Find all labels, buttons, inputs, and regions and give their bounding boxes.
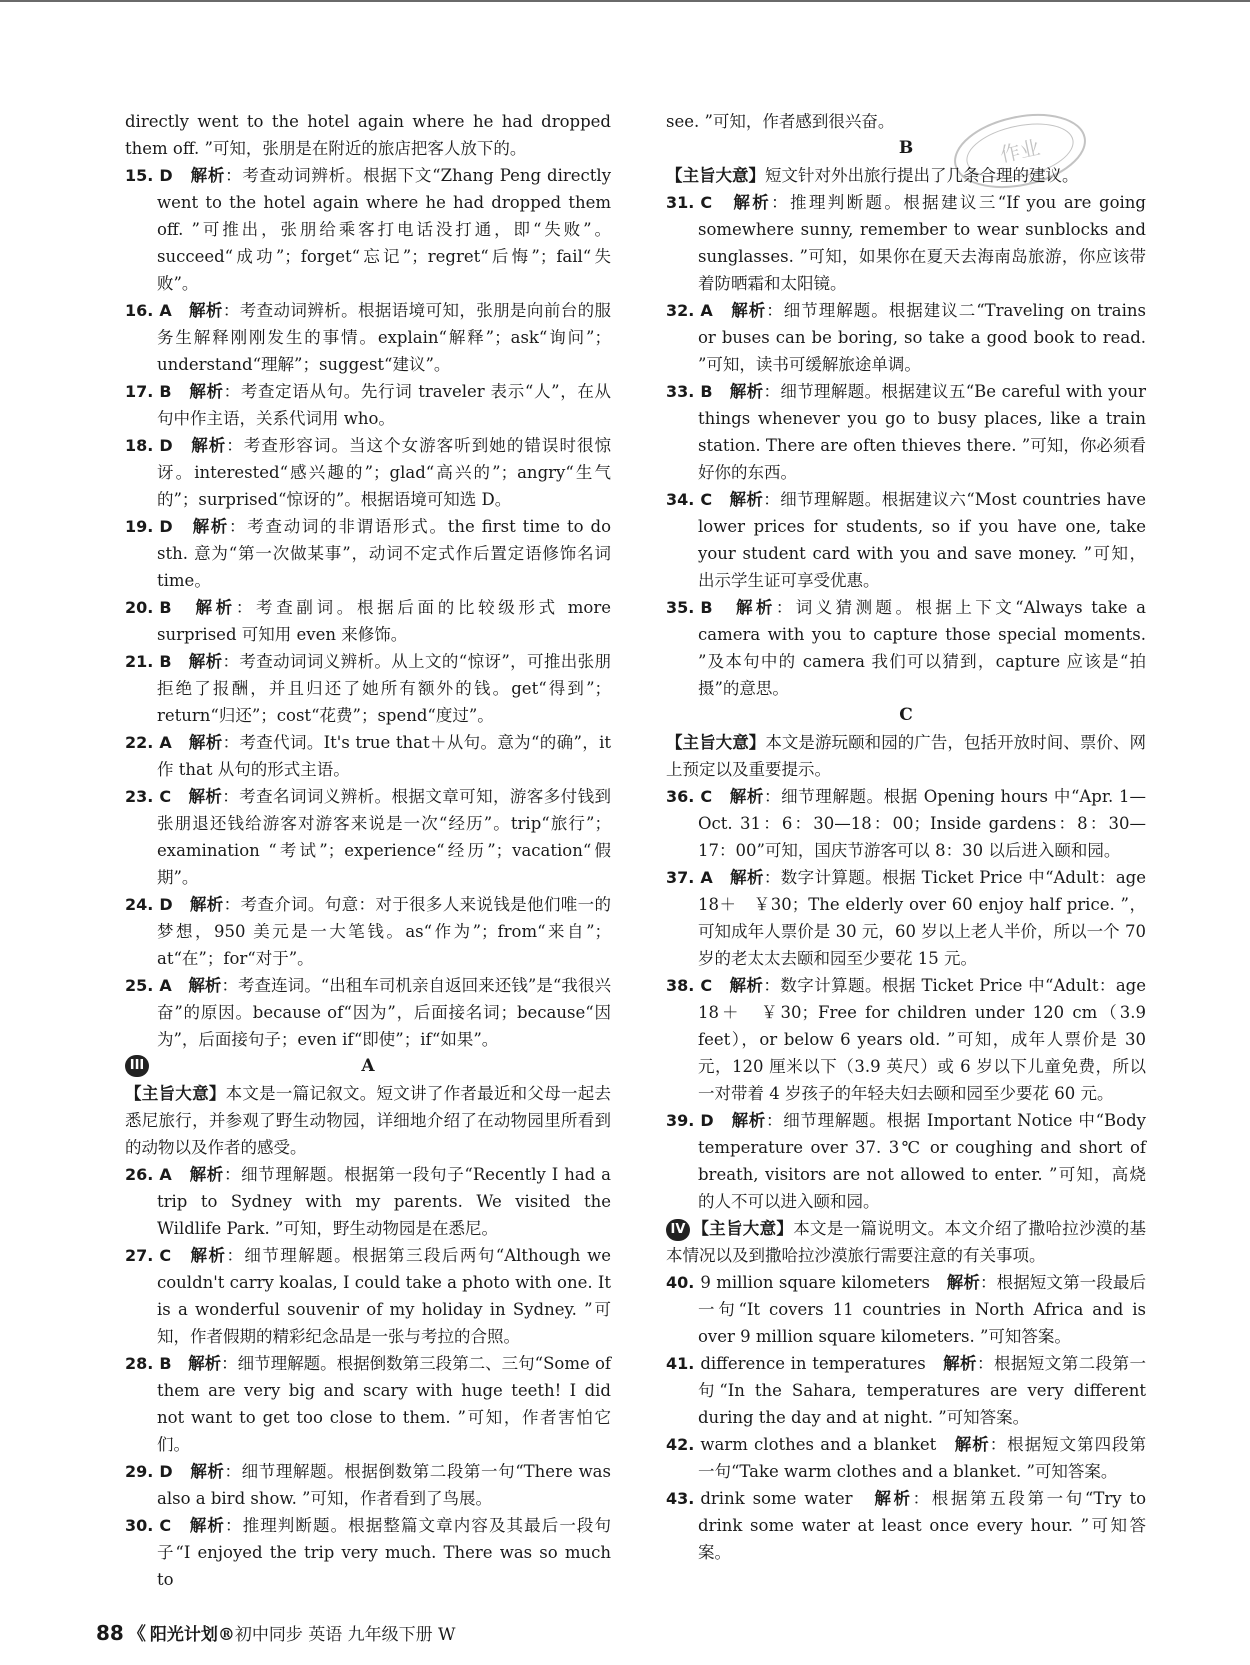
answer-item: 39. D 解析：细节理解题。根据 Important Notice 中“Body temperature over 37. 3℃ or coughing and short of breath, visitors are not allowed to enter. ”可知，高烧的人不可以进入颐和园。: [666, 1111, 1147, 1211]
answer-item: 40. 9 million square kilometers 解析：根据短文第一段最后一句“It covers 11 countries in North Africa and is over 9 million square kilometers. ”可知答案。: [666, 1273, 1147, 1346]
section-b-title: B: [898, 138, 914, 158]
answer-item: 26. A 解析：细节理解题。根据第一段句子“Recently I had a trip to Sydney with my parents. We visited the Wildlife Park. ”可知，野生动物园是在悉尼。: [125, 1165, 612, 1238]
answer-item: 36. C 解析：细节理解题。根据 Opening hours 中“Apr. 1—Oct. 31：6：30—18：00；Inside gardens：8：30—17：00”可知，国庆节游客可以 8：30 以后进入颐和园。: [666, 787, 1147, 860]
part4-main-idea: IV 【主旨大意】本文是一篇说明文。本文介绍了撒哈拉沙漠的基本情况以及到撒哈拉沙漠旅行需要注意的有关事项。: [666, 1219, 1147, 1265]
part3-header: [125, 1053, 611, 1080]
part3-main-idea: 【主旨大意】本文是一篇记叙文。短文讲了作者最近和父母一起去悉尼旅行，并参观了野生动物园，详细地介绍了在动物园里所看到的动物以及作者的感受。: [125, 1084, 612, 1157]
right-intro: see. ”可知，作者感到很兴奋。: [666, 112, 895, 131]
stamp-text: 作业: [997, 135, 1043, 167]
part4-badge: IV: [666, 1219, 690, 1241]
answer-item: 29. D 解析：细节理解题。根据倒数第二段第一句“There was also a bird show. ”可知，作者看到了鸟展。: [125, 1462, 611, 1508]
answer-item: 43. drink some water 解析：根据第五段第一句“Try to drink some water at least once every hour. ”可知答案。: [666, 1489, 1147, 1562]
answer-item: 42. warm clothes and a blanket 解析：根据短文第四段第一句“Take warm clothes and a blanket. ”可知答案。: [666, 1435, 1147, 1481]
answer-item: 33. B 解析：细节理解题。根据建议五“Be careful with your things whenever you go to busy places, like a train station. There are often thieves there. ”可知，你必须看好你的东西。: [666, 382, 1147, 482]
left-intro: directly went to the hotel again where he had dropped them off. ”可知，张朋是在附近的旅店把客人放下的。: [125, 112, 611, 158]
book-title: 初中同步 英语 九年级下册 W: [234, 1625, 456, 1645]
left-column: [125, 108, 611, 1593]
right-column: [666, 108, 1146, 1566]
part3-badge: III: [125, 1055, 149, 1077]
answer-item: 25. A 解析：考查连词。“出租车司机亲自返回来还钱”是“我很兴奋”的原因。because of“因为”，后面接名词；because“因为”，后面接句子；even if“即使”；if“如果”。: [125, 976, 612, 1049]
answer-item: 41. difference in temperatures 解析：根据短文第二段第一句“In the Sahara, temperatures are very different during the day and at night. ”可知答案。: [666, 1354, 1147, 1427]
answer-item: 35. B 解析：词义猜测题。根据上下文“Always take a camera with you to capture those special moments. ”及本句中的 camera 我们可以猜到，capture 应该是“拍摄”的意思。: [666, 598, 1146, 698]
section-a-title: A: [361, 1056, 375, 1076]
top-rule: [0, 0, 1250, 2]
section-c-main-idea: 【主旨大意】本文是游玩颐和园的广告，包括开放时间、票价、网上预定以及重要提示。: [666, 733, 1147, 779]
answer-item: 31. C 解析：推理判断题。根据建议三“If you are going somewhere sunny, remember to wear sunblocks and sunglasses. ”可知，如果你在夏天去海南岛旅游，你应该带着防晒霜和太阳镜。: [666, 193, 1146, 293]
answer-item: 38. C 解析：数字计算题。根据 Ticket Price 中“Adult：age 18＋ ￥30；Free for children under 120 cm（3.9 feet），or below 6 years old. ”可知，成年人票价是 30 元，120 厘米以下（3.9 英尺）或 6 岁以下儿童免费，所以一对带着 4 岁孩子的年轻夫妇去颐和园至少要花 60 元。: [666, 976, 1147, 1103]
answer-item: 20. B 解析：考查副词。根据后面的比较级形式 more surprised 可知用 even 来修饰。: [125, 598, 612, 644]
section-b-main-idea: 【主旨大意】短文针对外出旅行提出了几条合理的建议。: [666, 166, 1079, 185]
answer-item: 37. A 解析：数字计算题。根据 Ticket Price 中“Adult：age 18＋ ￥30；The elderly over 60 enjoy half price. ”，可知成年人票价是 30 元，60 岁以上老人半价，所以一个 70 岁的老太太去颐和园至少要花 15 元。: [666, 868, 1146, 968]
answer-item: 23. C 解析：考查名词词义辨析。根据文章可知，游客多付钱到张朋退还钱给游客对游客来说是一次“经历”。trip“旅行”；examination “考试”；experience“经历”；vacation“假期”。: [125, 787, 612, 887]
answer-item: 30. C 解析：推理判断题。根据整篇文章内容及其最后一段句子“I enjoyed the trip very much. There was so much to: [125, 1516, 612, 1589]
answer-item: 15. D 解析：考查动词辨析。根据下文“Zhang Peng directly went to the hotel again where he had dropped them off. ”可推出，张朋给乘客打电话没打通，即“失败”。succeed“成功”；forget“忘记”；regret“后悔”；fail“失败”。: [125, 166, 612, 293]
answer-item: 22. A 解析：考查代词。It's true that＋从句。意为“的确”，it 作 that 从句的形式主语。: [125, 733, 611, 779]
page-number: 88: [96, 1621, 124, 1645]
answer-item: 21. B 解析：考查动词词义辨析。从上文的“惊讶”，可推出张朋拒绝了报酬，并且归还了她所有额外的钱。get“得到”；return“归还”；cost“花费”；spend“度过”。: [125, 652, 612, 725]
answer-item: 17. B 解析：考查定语从句。先行词 traveler 表示“人”，在从句中作主语，关系代词用 who。: [125, 382, 612, 428]
answer-item: 19. D 解析：考查动词的非谓语形式。the first time to do sth. 意为“第一次做某事”，动词不定式作后置定语修饰名词 time。: [125, 517, 612, 590]
answer-item: 24. D 解析：考查介词。句意：对于很多人来说钱是他们唯一的梦想，950 美元是一大笔钱。as“作为”；from“来自”；at“在”；for“对于”。: [125, 895, 612, 968]
answer-item: 18. D 解析：考查形容词。当这个女游客听到她的错误时很惊讶。interested“感兴趣的”；glad“高兴的”；angry“生气的”；surprised“惊讶的”。根据语境可知选 D。: [125, 436, 612, 509]
page-footer: [96, 1621, 456, 1647]
brand-name: 阳光计划®: [149, 1625, 235, 1645]
answer-item: 27. C 解析：细节理解题。根据第三段后两句“Although we couldn't carry koalas, I could take a photo with one. It is a wonderful souvenir of my holiday in Sydney. ”可知，作者假期的精彩纪念品是一张与考拉的合照。: [125, 1246, 612, 1346]
answer-item: 34. C 解析：细节理解题。根据建议六“Most countries have lower prices for students, so if you have one, take your student card with you and save money. ”可知，出示学生证可享受优惠。: [666, 490, 1147, 590]
answer-item: 16. A 解析：考查动词辨析。根据语境可知，张朋是向前台的服务生解释刚刚发生的事情。explain“解释”；ask“询问”；understand“理解”；suggest“建议”。: [125, 301, 612, 374]
double-chevron-icon: 《: [127, 1624, 146, 1645]
answer-item: 28. B 解析：细节理解题。根据倒数第三段第二、三句“Some of them are very big and scary with huge teeth! I did not want to get too close to them. ”可知，作者害怕它们。: [125, 1354, 612, 1454]
section-c-title: C: [899, 705, 913, 725]
answer-item: 32. A 解析：细节理解题。根据建议二“Traveling on trains or buses can be boring, so take a good book to read. ”可知，读书可缓解旅途单调。: [666, 301, 1146, 374]
